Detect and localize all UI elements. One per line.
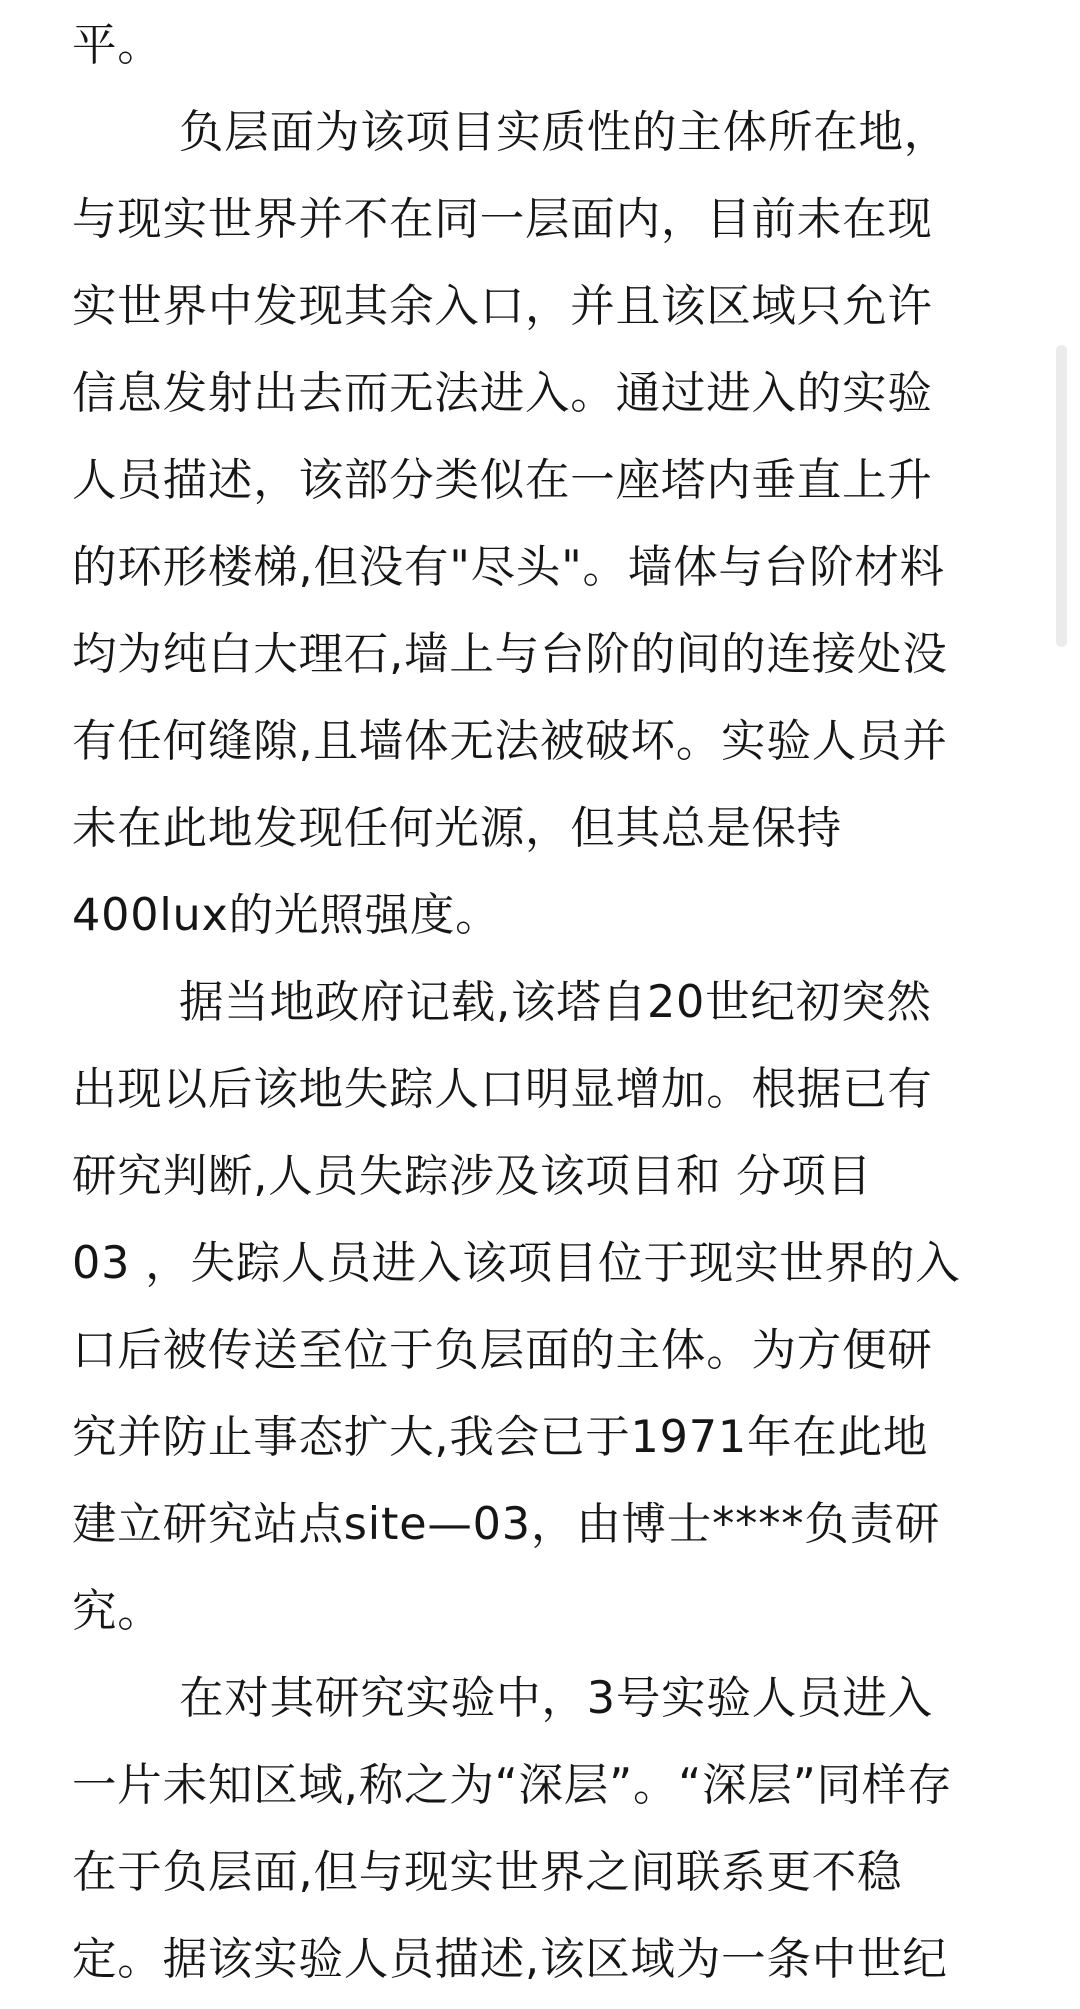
paragraph-start-line: 据当地政府记载,该塔自20世纪初突然 [179, 977, 932, 1028]
text-line: 出现以后该地失踪人口明显增加。根据已有 [72, 1064, 933, 1115]
text-line: 究。 [72, 1586, 163, 1637]
text-line: 的环形楼梯,但没有"尽头"。墙体与台阶材料 [72, 542, 945, 593]
text-line: 信息发射出去而无法进入。通过进入的实验 [72, 368, 933, 419]
text-line: 定。据该实验人员描述,该区域为一条中世纪 [72, 1934, 948, 1985]
text-line: 均为纯白大理石,墙上与台阶的间的连接处没 [72, 629, 948, 680]
text-line: 口后被传送至位于负层面的主体。为方便研 [72, 1325, 933, 1376]
text-line: 与现实世界并不在同一层面内，目前未在现 [72, 194, 933, 245]
text-line: 究并防止事态扩大,我会已于1971年在此地 [72, 1412, 929, 1463]
text-line: 03 ，失踪人员进入该项目位于现实世界的入 [72, 1238, 961, 1289]
text-line: 实世界中发现其余入口，并且该区域只允许 [72, 281, 933, 332]
paragraph-start-line: 在对其研究实验中，3号实验人员进入 [179, 1673, 933, 1724]
text-line: 人员描述，该部分类似在一座塔内垂直上升 [72, 455, 933, 506]
scrollbar-thumb[interactable] [1056, 345, 1067, 647]
text-line: 400lux的光照强度。 [72, 890, 501, 941]
paragraph-start-line: 负层面为该项目实质性的主体所在地， [179, 107, 950, 158]
text-line: 建立研究站点site—03，由博士****负责研 [72, 1499, 941, 1550]
text-line: 未在此地发现任何光源，但其总是保持 [72, 803, 843, 854]
text-line: 研究判断,人员失踪涉及该项目和 分项目 [72, 1151, 872, 1202]
article-body [72, 0, 1012, 2009]
text-line: 一片未知区域,称之为“深层”。“深层”同样存 [72, 1760, 953, 1811]
text-line: 平。 [72, 20, 163, 71]
text-line: 在于负层面,但与现实世界之间联系更不稳 [72, 1847, 903, 1898]
text-line: 有任何缝隙,且墙体无法被破坏。实验人员并 [72, 716, 948, 767]
